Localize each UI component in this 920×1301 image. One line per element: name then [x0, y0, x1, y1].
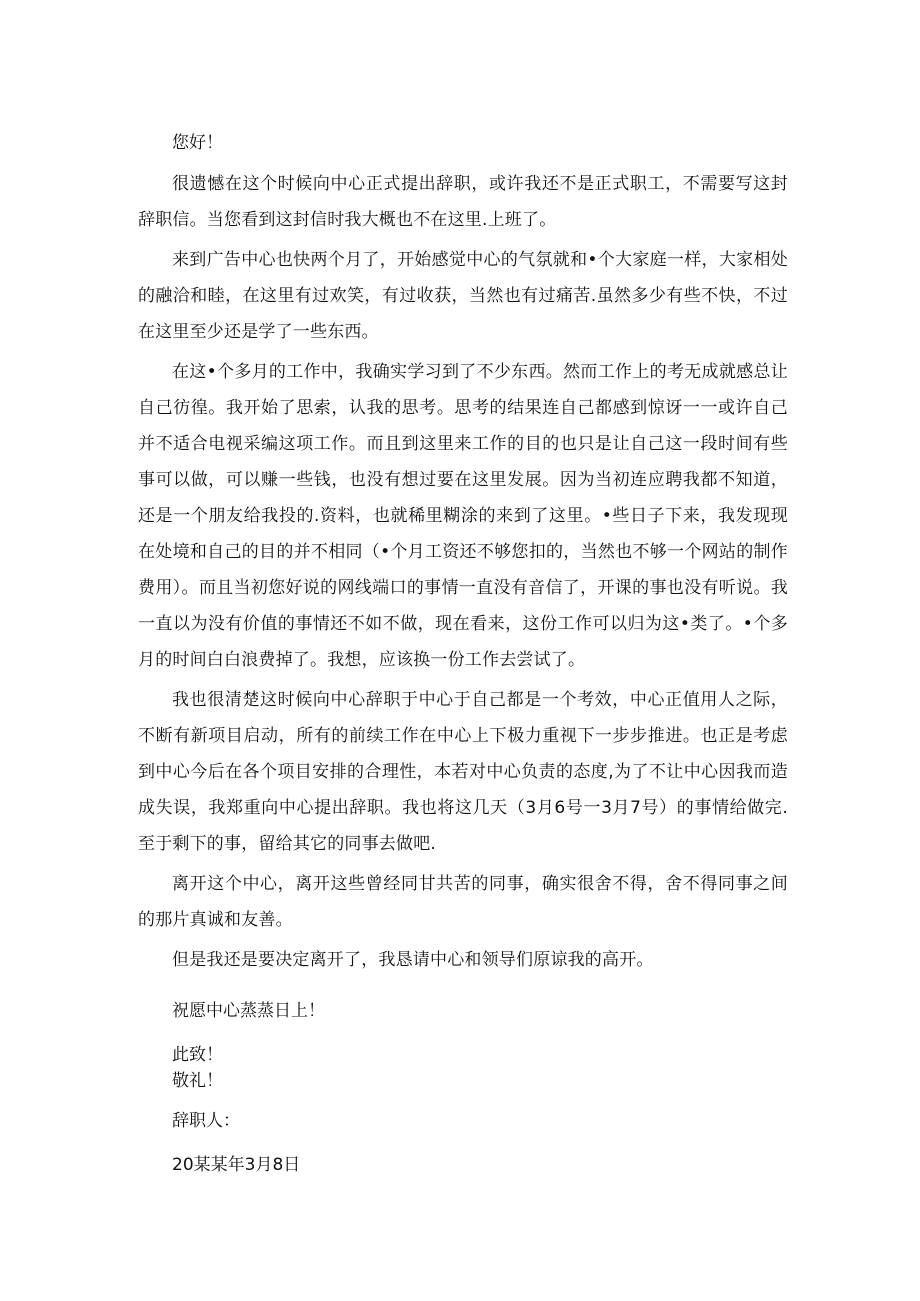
letter-date: 20某某年3月8日: [172, 1155, 301, 1175]
paragraph-3: 在这•个多月的工作中，我确实学习到了不少东西。然而工作上的考无成就感总让自己彷徨。我开始了思索，认我的思考。思考的结果连自己都感到惊讶一一或许自己并不适合电视采编这项工作。而且到这里来工作的目的也只是让自己这一段时间有些事可以做，可以赚一些钱，也没有想过要在这里发展。因为当初连应聘我都不知道，还是一个朋友给我投的.资料，也就稀里糊涂的来到了这里。•些日子下来，我发现现在处境和自己的目的并不相同（•个月工资还不够您扣的，当然也不够一个网站的制作费用）。而且当初您好说的网线端口的事情一直没有音信了，开课的事也没有听说。我一直以为没有价值的事情还不如不做，现在看来，这份工作可以归为这•类了。•个多月的时间白白浪费掉了。我想，应该换一份工作去尝试了。: [138, 362, 788, 670]
closing-line-1: 此致！: [172, 1045, 223, 1065]
blessing-line: 祝愿中心蒸蒸日上！: [172, 1001, 325, 1021]
paragraph-5: 离开这个中心，离开这些曾经同甘共苦的同事，确实很舍不得，舍不得同事之间的那片真诚和友善。: [138, 874, 788, 930]
signature-label: 辞职人：: [172, 1111, 240, 1131]
paragraph-6: 但是我还是要决定离开了，我恳请中心和领导们原谅我的高开。: [172, 950, 654, 970]
paragraph-1: 很遗憾在这个时候向中心正式提出辞职，或许我还不是正式职工，不需要写这封辞职信。当您看到这封信时我大概也不在这里.上班了。: [138, 174, 788, 230]
greeting: 您好！: [172, 133, 223, 153]
closing-line-2: 敬礼！: [172, 1071, 223, 1091]
paragraph-2: 来到广告中心也快两个月了，开始感觉中心的气氛就和•个大家庭一样，大家相处的融洽和睦，在这里有过欢笑，有过收获，当然也有过痛苦.虽然多少有些不快，不过在这里至少还是学了一些东西。: [138, 250, 788, 342]
resignation-letter: [138, 130, 788, 1178]
paragraph-4: 我也很清楚这时候向中心辞职于中心于自己都是一个考效，中心正值用人之际，不断有新项目启动，所有的前续工作在中心上下极力重视下一步步推进。也正是考虑到中心今后在各个项目安排的合理性，本若对中心负责的态度,为了不让中心因我而造成失误，我郑重向中心提出辞职。我也将这几天（3月6号一3月7号）的事情给做完.至于剩下的事，留给其它的同事去做吧.: [138, 690, 788, 854]
closing-block: [138, 1042, 788, 1094]
